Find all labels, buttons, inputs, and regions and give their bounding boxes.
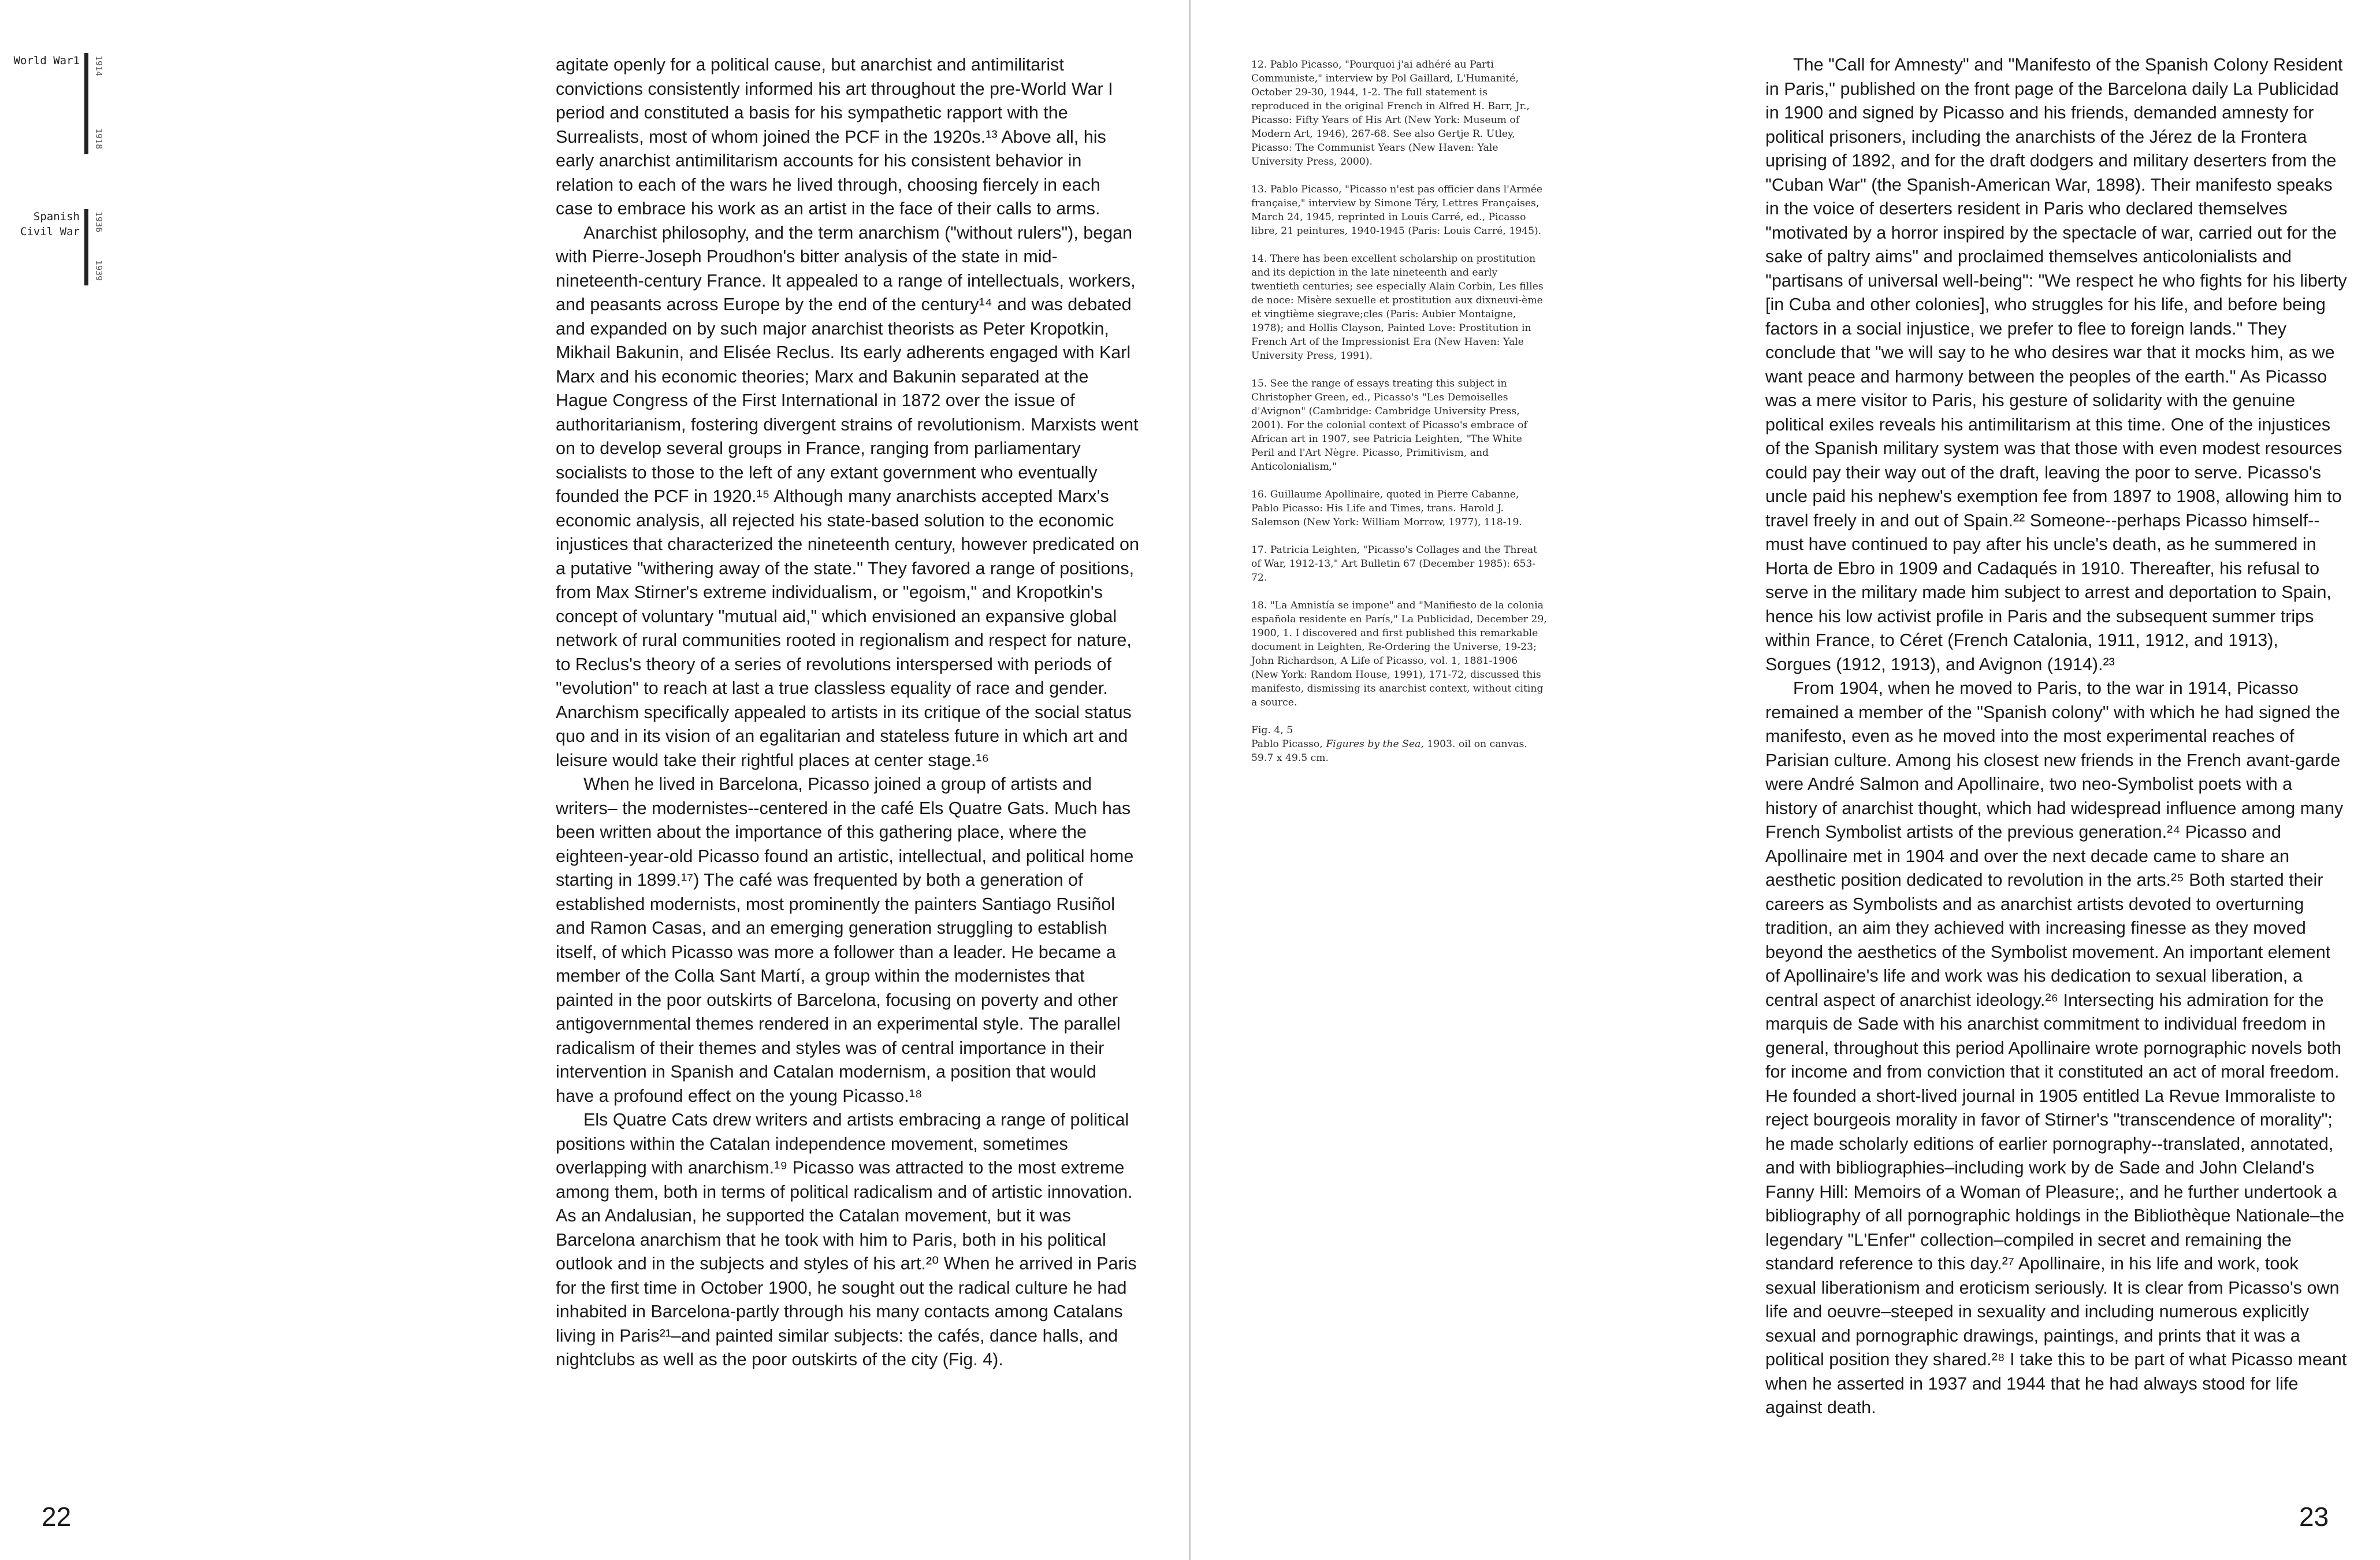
endnotes xyxy=(1251,58,1547,765)
endnote: 15. See the range of essays treating this subject in Christopher Green, ed., Picasso's "Les Demoiselles d'Avignon" (Cambridge: Cambridge University Press, 2001). For the colonial context of Picasso's embrace of African art in 1907, see Patricia Leighten, "The White Peril and l'Art Nègre. Picasso, Primitivism, and Anticolonialism," xyxy=(1251,378,1527,473)
timeline-label: Spanish Civil War xyxy=(20,210,80,238)
paragraph: When he lived in Barcelona, Picasso joined a group of artists and writers– the modernistes--centered in the café Els Quatre Gats. Much has been written about the importance of this gathering place, where the eighteen-year-old Picasso found an artistic, intellectual, and political home starting in 1899.¹⁷) The café was frequented by both a generation of established modernists, most prominently the painters Santiago Rusiñol and Ramon Casas, and an emerging generation struggling to establish itself, of which Picasso was more a follower than a leader. He became a member of the Colla Sant Martí, a group within the modernistes that painted in the poor outskirts of Barcelona, focusing on poverty and other antigovernmental themes rendered in an experimental style. The parallel radicalism of their themes and styles was of central importance in their intervention in Spanish and Catalan modernism, a position that would have a profound effect on the young Picasso.¹⁸ xyxy=(556,774,1134,1106)
caption-size: 59.7 x 49.5 cm. xyxy=(1251,752,1329,764)
spread-gutter xyxy=(1189,0,1191,1560)
timeline-start-year: 1914 xyxy=(94,55,104,77)
timeline-bar xyxy=(84,53,88,154)
caption-title: Figures by the Sea, xyxy=(1326,738,1424,750)
paragraph: Els Quatre Cats drew writers and artists embracing a range of political positions within the Catalan independence movement, sometimes overlapping with anarchism.¹⁹ Picasso was attracted to the most extreme among them, both in terms of political radicalism and of artistic innovation. As an Andalusian, he supported the Catalan movement, but it was Barcelona anarchism that he took with him to Paris, both in his political outlook and in the subjects and styles of his art.²⁰ When he arrived in Paris for the first time in October 1900, he sought out the radical culture he had inhabited in Barcelona-partly through his many contacts among Catalans living in Paris²¹–and painted similar subjects: the cafés, dance halls, and nightclubs as well as the poor outskirts of the city (Fig. 4). xyxy=(556,1110,1137,1369)
paragraph: agitate openly for a political cause, but anarchist and antimilitarist convictions consistently informed his art throughout the pre-World War I period and constituted a basis for his sympathetic rapport with the Surrealists, most of whom joined the PCF in the 1920s.¹³ Above all, his early anarchist antimilitarism accounts for his consistent behavior in relation to each of the wars he lived through, choosing fiercely in each case to embrace his work as an artist in the face of their calls to arms. xyxy=(556,55,1113,218)
endnote: 16. Guillaume Apollinaire, quoted in Pierre Cabanne, Pablo Picasso: His Life and Times, trans. Harold J. Salemson (New York: William Morrow, 1977), 118-19. xyxy=(1251,489,1522,528)
endnote: 13. Pablo Picasso, "Picasso n'est pas officier dans l'Armée française," interview by Simone Téry, Lettres Françaises, March 24, 1945, reprinted in Louis Carré, ed., Picasso libre, 21 peintures, 1940-1945 (Paris: Louis Carré, 1945). xyxy=(1251,184,1543,237)
caption-fig: Fig. 4, 5 xyxy=(1251,725,1293,736)
timeline-start-year: 1936 xyxy=(94,211,104,233)
caption-artist: Pablo Picasso, xyxy=(1251,738,1323,750)
left-page-body xyxy=(556,53,1139,1372)
endnote: 12. Pablo Picasso, "Pourquoi j'ai adhéré au Parti Communiste," interview by Pol Gaillard, L'Humanité, October 29-30, 1944, 1-2. The full statement is reproduced in the original French in Alfred H. Barr, Jr., Picasso: Fifty Years of His Art (New York: Museum of Modern Art, 1946), 267-68. See also Gertje R. Utley, Picasso: The Communist Years (New Haven: Yale University Press, 2000). xyxy=(1251,59,1530,168)
caption-artwork xyxy=(1251,737,1547,751)
paragraph: From 1904, when he moved to Paris, to the war in 1914, Picasso remained a member of the "Spanish colony" with which he had signed the manifesto, even as he moved into the most experimental reaches of Parisian culture. Among his closest new friends in the French avant-garde were André Salmon and Apollinaire, two neo-Symbolist poets with a history of anarchist thought, which had widespread influence among many French Symbolist artists of the previous generation.²⁴ Picasso and Apollinaire met in 1904 and over the next decade came to share an aesthetic position dedicated to revolution in the arts.²⁵ Both started their careers as Symbolists and as anarchist artists devoted to overturning tradition, an aim they achieved with increasing finesse as they moved beyond the aesthetics of the Symbolist movement. An important element of Apollinaire's life and work was his dedication to sexual liberation, a central aspect of anarchist ideology.²⁶ Intersecting his admiration for the marquis de Sade with his anarchist commitment to individual freedom in general, throughout this period Apollinaire wrote pornographic novels both for income and from conviction that it constituted an act of moral freedom. He founded a short-lived journal in 1905 entitled La Revue Immoraliste to reject bourgeois morality in favor of Stirner's "transcendence of morality"; he made scholarly editions of earlier pornography--translated, annotated, and with bibliographies–including work by de Sade and John Cleland's Fanny Hill: Memoirs of a Woman of Pleasure;, and he further undertook a bibliography of all pornographic holdings in the Bibliothèque Nationale–the legendary "L'Enfer" collection–compiled in secret and remaining the standard reference to this day.²⁷ Apollinaire, in his life and work, took sexual liberationism and eroticism seriously. It is clear from Picasso's own life and oeuvre–steeped in sexuality and including numerous explicitly sexual and pornographic drawings, paintings, and prints that it was a political position they shared.²⁸ I take this to be part of what Picasso meant when he asserted in 1937 and 1944 that he had always stood for life against death. xyxy=(1765,678,2347,1417)
page-number-left: 22 xyxy=(42,1502,72,1532)
timeline-end-year: 1918 xyxy=(94,128,104,150)
timeline-label: World War1 xyxy=(13,54,80,67)
paragraph: Anarchist philosophy, and the term anarchism ("without rulers"), began with Pierre-Joseph Proudhon's bitter analysis of the state in mid-nineteenth-century France. It appealed to a range of intellectuals, workers, and peasants across Europe by the end of the century¹⁴ and was debated and expanded on by such major anarchist theorists as Peter Kropotkin, Mikhail Bakunin, and Elisée Reclus. Its early adherents engaged with Karl Marx and his economic theories; Marx and Bakunin separated at the Hague Congress of the First International in 1872 over the issue of authoritarianism, fostering divergent strains of revolutionism. Marxists went on to develop several groups in France, ranging from parliamentary socialists to those to the left of any extant government who eventually founded the PCF in 1920.¹⁵ Although many anarchists accepted Marx's economic analysis, all rejected his state-based solution to the economic injustices that characterized the nineteenth century, however predicated on a putative "withering away of the state." They favored a range of positions, from Max Stirner's extreme individualism, or "egoism," and Kropotkin's concept of voluntary "mutual aid," which envisioned an expansive global network of rural communities rooted in regionalism and respect for nature, to Reclus's theory of a series of revolutions interspersed with periods of "evolution" to reach at last a true classless equality of race and gender. Anarchism specifically appealed to artists in its critique of the social status quo and in its vision of an egalitarian and stateless future in which art and leisure would take their rightful places at center stage.¹⁶ xyxy=(556,222,1139,770)
timeline-end-year: 1939 xyxy=(94,260,104,281)
endnote: 14. There has been excellent scholarship on prostitution and its depiction in the late nineteenth and early twentieth centuries; see especially Alain Corbin, Les filles de noce: Misère sexuelle et prostitution aux dixneuvi-ème et vingtième siegrave;cles (Paris: Aubier Montaigne, 1978); and Hollis Clayson, Painted Love: Prostitution in French Art of the Impressionist Era (New Haven: Yale University Press, 1991). xyxy=(1251,253,1544,362)
endnote: 17. Patricia Leighten, "Picasso's Collages and the Threat of War, 1912-13," Art Bulletin 67 (December 1985): 653-72. xyxy=(1251,544,1538,584)
caption-details: 1903. oil on canvas. xyxy=(1427,738,1527,750)
figure-caption xyxy=(1251,723,1547,765)
paragraph: The "Call for Amnesty" and "Manifesto of the Spanish Colony Resident in Paris," published on the front page of the Barcelona daily La Publicidad in 1900 and signed by Picasso and his friends, demanded amnesty for political prisoners, including the anarchists of the Jérez de la Frontera uprising of 1892, and for the draft dodgers and military deserters from the "Cuban War" (the Spanish-American War, 1898). Their manifesto speaks in the voice of deserters resident in Paris who declared themselves "motivated by a horror inspired by the spectacle of war, carried out for the sake of paltry aims" and proclaimed themselves anticolonialists and "partisans of universal well-being": "We respect he who fights for his liberty [in Cuba and other colonies], who struggles for his life, and before being factors in a social injustice, we prefer to flee to foreign lands." They conclude that "we will say to he who desires war that it mocks him, as we want peace and harmony between the peoples of the earth." As Picasso was a mere visitor to Paris, his gesture of solidarity with the genuine political exiles reveals his antimilitarism at this time. One of the injustices of the Spanish military system was that those with even modest resources could pay their way out of the draft, leaving the poor to serve. Picasso's uncle paid his nephew's exemption fee from 1897 to 1908, allowing him to travel freely in and out of Spain.²² Someone--perhaps Picasso himself--must have continued to pay after his uncle's death, as he summered in Horta de Ebro in 1909 and Cadaqués in 1910. Thereafter, his refusal to serve in the military made him subject to arrest and deportation to Spain, hence his low activist profile in Paris and the subsequent summer trips within France, to Céret (French Catalonia, 1911, 1912, and 1913), Sorgues (1912, 1913), and Avignon (1914).²³ xyxy=(1765,55,2347,674)
page-number-right: 23 xyxy=(2299,1502,2329,1532)
timeline-bar xyxy=(84,209,88,285)
right-page-body xyxy=(1765,53,2348,1420)
endnote: 18. "La Amnistía se impone" and "Manifiesto de la colonia española residente en París," La Publicidad, December 29, 1900, 1. I discovered and first published this remarkable document in Leighten, Re-Ordering the Universe, 19-23; John Richardson, A Life of Picasso, vol. 1, 1881-1906 (New York: Random House, 1991), 171-72, discussed this manifesto, dismissing its anarchist context, without citing a source. xyxy=(1251,600,1547,708)
